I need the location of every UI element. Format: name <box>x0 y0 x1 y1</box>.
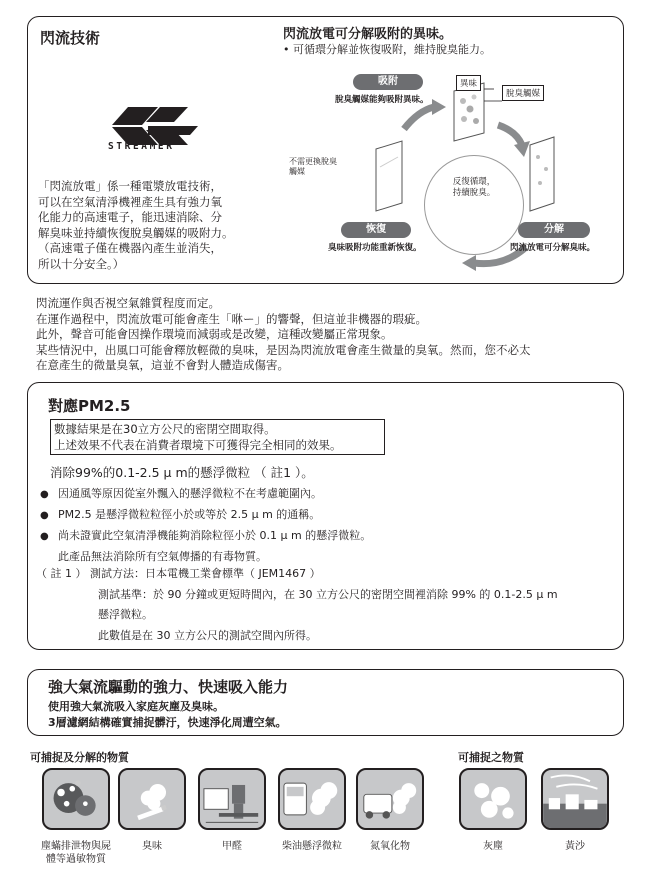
catalyst-panel-top <box>454 83 484 141</box>
pm25-bullets <box>40 484 371 567</box>
airflow-line: 使用強大氣流吸入家庭灰塵及臭味。 <box>48 700 224 713</box>
odor-label: 異味 <box>456 75 481 91</box>
odor-icon <box>118 768 186 830</box>
catalyst-label: 脫臭觸媒 <box>502 85 544 101</box>
capture-only-title: 可捕捉之物質 <box>458 751 524 764</box>
footnote-line: 懸浮微粒。 <box>98 608 153 621</box>
bullet-item: ● 因通風等原因從室外飄入的懸浮微粒不在考慮範圍內。 <box>40 484 371 505</box>
yellow-sand-icon <box>541 768 609 830</box>
operation-notes <box>36 296 626 374</box>
pm25-footnote <box>36 564 558 646</box>
pm25-disclaimer-box <box>50 419 385 455</box>
adsorb-pill: 吸附 <box>353 74 423 90</box>
streamer-logo-text: STREAMER <box>108 141 175 152</box>
catalyst-panel-left <box>376 141 402 211</box>
restore-pill: 恢復 <box>341 222 411 238</box>
disclaimer-line: 數據結果是在30立方公尺的密閉空間取得。 <box>54 422 276 436</box>
airflow-title: 強大氣流驅動的強力、快速吸入能力 <box>48 678 289 696</box>
cycle-circle <box>424 155 524 255</box>
arrow-top-right <box>498 125 522 145</box>
dust-mite-label: 塵蟎排泄物與屍 體等過敏物質 <box>41 841 111 865</box>
nitrogen-oxide-icon <box>356 768 424 830</box>
streamer-panel <box>27 16 624 284</box>
decompose-pill: 分解 <box>518 222 590 238</box>
adsorb-caption: 脫臭觸媒能夠吸附異味。 <box>335 95 429 105</box>
diesel-particle-icon <box>278 768 346 830</box>
note-line: 在運作過程中，閃流放電可能會產生「咻ー」的響聲，但這並非機器的瑕疵。 <box>36 311 427 326</box>
formaldehyde-label: 甲醛 <box>222 841 242 852</box>
dust-mite-icon <box>42 768 110 830</box>
footnote-line: 測試基準：於 90 分鐘或更短時間內，在 30 立方公尺的密閉空間裡消除 99% 的 0.1-2.5 μ m <box>98 587 558 601</box>
catalyst-panel-right <box>530 137 554 211</box>
pm25-main-claim: 消除99%的0.1-2.5 μ m的懸浮微粒 （ 註1 ）。 <box>50 465 314 480</box>
yellow-sand-label: 黃沙 <box>565 841 585 852</box>
footnote-line: 此數值是在 30 立方公尺的測試空間內所得。 <box>98 628 317 642</box>
arrow-top-left <box>404 107 434 129</box>
airflow-panel <box>27 669 624 736</box>
diagram-title: 閃流放電可分解吸附的異味。 <box>283 27 453 42</box>
streamer-title: 閃流技術 <box>40 29 101 47</box>
note-line: 在意產生的微量臭氧，這並不會對人體造成傷害。 <box>36 358 289 372</box>
bullet-extra: 此產品無法消除所有空氣傳播的有毒物質。 <box>58 550 267 563</box>
streamer-description: 「閃流放電」係一種電漿放電技術， 可以在空氣清淨機裡產生具有強力氧 化能力的高速電子，能迅速消除、分 解臭味並持續恢復脫臭觸媒的吸附力。 （高速電子僅在機器內產生並消失， 所以十分安全。） <box>38 179 234 271</box>
decompose-caption: 閃流放電可分解臭味。 <box>510 243 596 253</box>
pm25-title: 對應PM2.5 <box>48 397 131 415</box>
dust-icon <box>459 768 527 830</box>
diagram-subtitle: • 可循環分解並恢復吸附，維持脫臭能力。 <box>283 43 491 56</box>
formaldehyde-icon <box>198 768 266 830</box>
disclaimer-line: 上述效果不代表在消費者環境下可獲得完全相同的效果。 <box>54 438 342 452</box>
note-line: 此外，聲音可能會因操作環境而減弱或是改變，這種改變屬正常現象。 <box>36 327 393 341</box>
note-line: 某些情況中，出風口可能會釋放輕微的臭味，是因為閃流放電會產生微量的臭氧。然而，您不必太 <box>36 342 531 357</box>
footnote-line: （ 註 1 ） 測試方法：日本電機工業會標準（ JEM1467 ） <box>36 567 321 580</box>
dust-label: 灰塵 <box>483 841 503 852</box>
nitrogen-oxide-label: 氮氧化物 <box>370 841 410 852</box>
restore-caption: 臭味吸附功能重新恢復。 <box>328 243 422 253</box>
bullet-item: ● 尚未證實此空氣清淨機能夠消除粒徑小於 0.1 μ m 的懸浮微粒。 <box>40 526 371 547</box>
cycle-text: 反復循環， 持續脫臭。 <box>452 177 496 198</box>
no-replace-note: 不需更換脫臭 觸媒 <box>289 157 337 176</box>
note-line: 閃流運作與否視空氣雜質程度而定。 <box>36 296 220 310</box>
bullet-item: ● PM2.5 是懸浮微粒粒徑小於或等於 2.5 μ m 的通稱。 <box>40 505 371 526</box>
capture-decompose-title: 可捕捉及分解的物質 <box>30 751 129 764</box>
airflow-line: 3層濾網結構確實捕捉髒汙，快速淨化周遭空氣。 <box>48 716 287 729</box>
odor-label-text: 臭味 <box>142 841 162 852</box>
diesel-particle-label: 柴油懸浮微粒 <box>282 841 342 852</box>
pm25-panel <box>27 382 624 650</box>
